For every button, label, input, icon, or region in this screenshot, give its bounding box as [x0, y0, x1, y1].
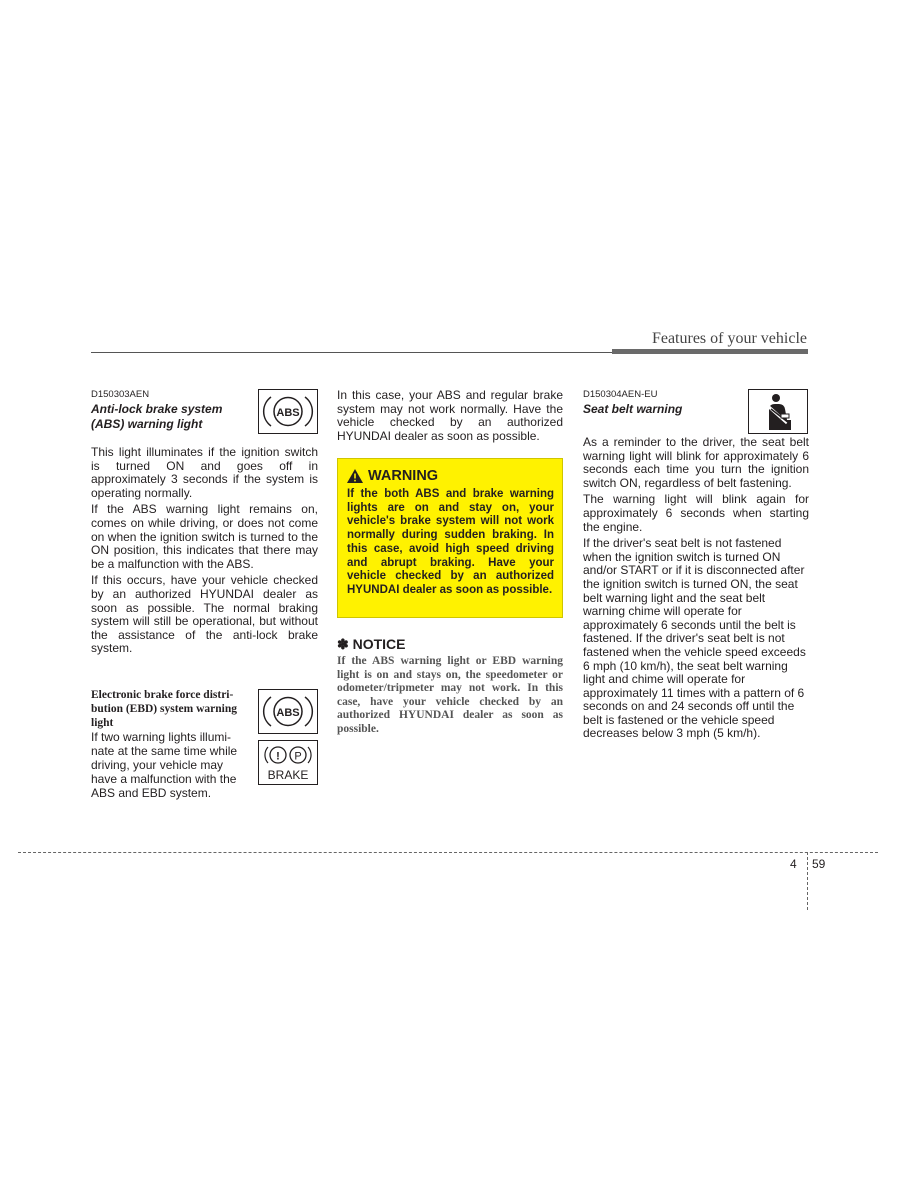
warning-header	[347, 468, 554, 484]
abs-warning-light-icon	[258, 389, 318, 434]
section-heading: Seat belt warning	[583, 402, 683, 416]
section-heading: Anti-lock brake system (ABS) warning light	[91, 402, 223, 431]
paragraph: This light illuminates if the ignition switch is turned ON and goes off in approximately 3 seconds if the system is operating normally.	[91, 445, 318, 500]
ebd-abs-warning-icon	[258, 689, 318, 734]
warning-triangle-icon	[347, 469, 363, 483]
brake-icon-label: BRAKE	[267, 768, 309, 782]
header-rule-accent	[612, 349, 808, 354]
warning-text: If the both ABS and brake warning lights are on and stay on, your vehicle's brake system will not work normally during sudden braking. In this case, avoid high speed driving and abrupt braking. Have your vehicle checked by an authorized HYUNDAI dealer as soon as possible.	[347, 488, 554, 596]
paragraph: If this occurs, have your vehicle checked by an authorized HYUNDAI dealer as soon as possible. The normal braking system will still be operational, but without the assistance of the anti-lock brake system.	[91, 573, 318, 656]
parking-brake-label: P	[294, 750, 302, 763]
page-number: 59	[812, 857, 826, 871]
warning-box	[337, 458, 563, 618]
paragraph: As a reminder to the driver, the seat belt warning light will blink for approximately 6 seconds each time you turn the ignition switch ON, regardless of belt fastening.	[583, 435, 809, 490]
abs-followup	[337, 389, 563, 446]
section-code: D150304AEN-EU	[583, 389, 658, 400]
chapter-number: 4	[790, 857, 797, 871]
ebd-abs-icon-label: ABS	[276, 707, 300, 719]
paragraph: If the driver's seat belt is not fastened when the ignition switch is turned ON and/or START or if it is disconnected after the ignition switch is turned ON, the seat belt warning light and the seat belt warning chime will operate for approximately 6 seconds until the belt is fastened. If the driver's seat belt is not fastened when the vehicle speed exceeds 6 mph (10 km/h), the seat belt warning light and chime will operate for approximately 11 times with a pattern of 6 seconds on and 24 seconds off until the belt is fastened or the vehicle speed decreases below 3 mph (5 km/h).	[583, 536, 806, 741]
notice-title: ✽ NOTICE	[337, 636, 406, 652]
paragraph: The warning light will blink again for approximately 6 seconds when starting the engine.	[583, 492, 809, 534]
seat-belt-warning-icon	[748, 389, 808, 434]
footer-divider	[18, 852, 878, 853]
abs-icon-label: ABS	[276, 407, 300, 419]
ebd-heading: Electronic brake force distri- bution (EBD) system warning light	[91, 689, 238, 729]
seat-belt-description	[583, 436, 809, 744]
ebd-description: If two warning lights illumi- nate at the same time while driving, your vehicle may have a malfunction with the ABS and EBD system.	[91, 730, 238, 800]
svg-text:!: !	[276, 750, 280, 763]
notice-text: If the ABS warning light or EBD warning light is on and stays on, the speedometer or odometer/tripmeter may not work. In this case, have your vehicle checked by an authorized HYUNDAI dealer as soon as possible.	[337, 655, 563, 735]
abs-description	[91, 446, 318, 659]
paragraph: If the ABS warning light remains on, comes on while driving, or does not come on when the ignition switch is turned to the ON position, this indicates that there may be a malfunction with the ABS.	[91, 502, 318, 571]
footer-page-divider	[807, 852, 808, 910]
section-code: D150303AEN	[91, 389, 150, 400]
brake-warning-icon	[258, 740, 318, 785]
paragraph: In this case, your ABS and regular brake system may not work normally. Have the vehicle checked by an authorized HYUNDAI dealer as soon as possible.	[337, 388, 563, 443]
running-header: Features of your vehicle	[651, 330, 807, 347]
warning-title: WARNING	[368, 468, 439, 484]
